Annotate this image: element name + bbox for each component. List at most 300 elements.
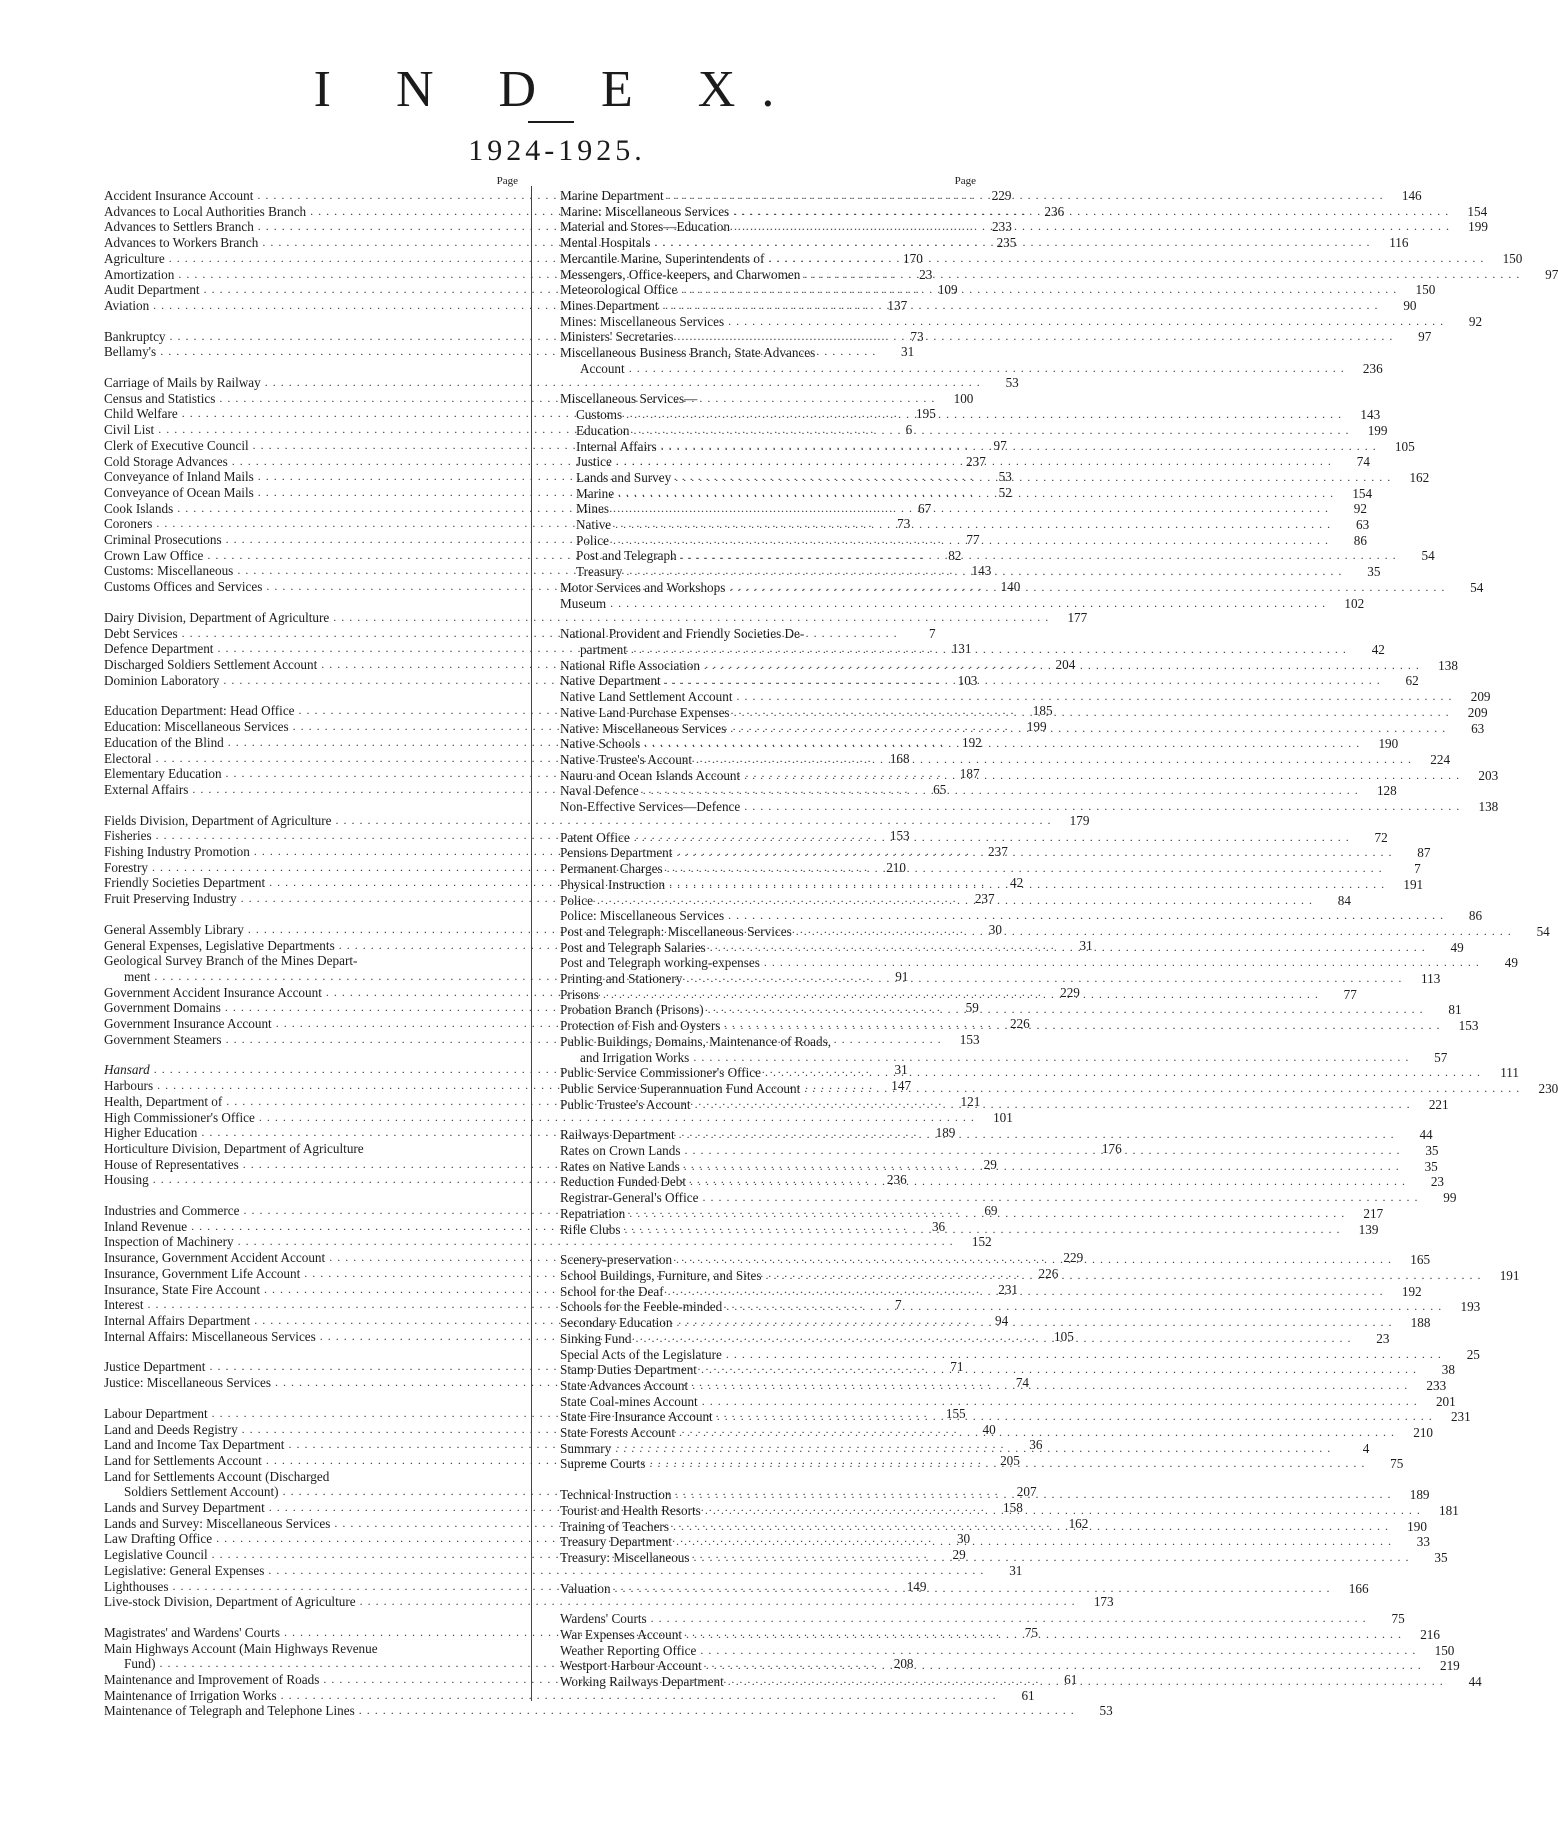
index-entry-page: 137	[887, 297, 908, 313]
index-entry-page: 97	[1545, 266, 1558, 282]
index-entry-page: 176	[1101, 1140, 1122, 1156]
index-entry-name: Public Service Superannuation Fund Account	[560, 1080, 801, 1096]
leader-dots	[796, 921, 1512, 940]
leader-dots	[649, 1456, 1365, 1472]
index-entry-name: Soldiers Settlement Account)	[124, 1484, 279, 1500]
index-entry	[560, 1611, 1405, 1627]
index-entry-name: Rates on Native Lands	[560, 1158, 680, 1174]
index-entry-name: Post and Telegraph: Miscellaneous Services	[560, 923, 792, 939]
leader-dots	[679, 1127, 1395, 1143]
index-entry-page: 100	[953, 390, 974, 406]
index-entry-page: 128	[1376, 783, 1397, 799]
index-entry-name: Government Accident Insurance Account	[104, 984, 322, 1000]
index-entry	[560, 783, 1397, 799]
index-entry-name: Mental Hospitals	[560, 235, 651, 251]
index-entry-name: Mercantile Marine, Superintendents of	[560, 250, 765, 266]
index-entry-page: 179	[1069, 812, 1090, 828]
index-entry	[560, 595, 1365, 612]
index-entry-name: Land for Settlements Account	[104, 1452, 262, 1468]
index-entry-page: 97	[1418, 329, 1432, 345]
index-entry-name: Electoral	[104, 750, 152, 766]
index-entry	[560, 360, 1383, 377]
index-entry-page: 105	[1394, 438, 1415, 454]
index-entry-page: 31	[1009, 1562, 1023, 1578]
index-entry-page: 208	[893, 1656, 914, 1672]
index-entry	[560, 454, 1370, 470]
index-entry-page: 191	[1403, 876, 1424, 892]
index-entry-page: 53	[1099, 1703, 1113, 1719]
index-entry-page: 42	[1371, 641, 1385, 657]
leader-dots	[631, 642, 1347, 658]
index-entry-name: Reduction Funded Debt	[560, 1174, 686, 1190]
index-entry-page: 35	[1424, 1158, 1438, 1174]
index-entry-name: War Expenses Account	[560, 1627, 682, 1643]
index-entry-name: Protection of Fish and Oysters	[560, 1018, 721, 1034]
index-entry-name: Land and Deeds Registry	[104, 1421, 238, 1437]
leader-dots	[693, 1050, 1409, 1066]
index-entry-page: 143	[971, 563, 992, 579]
index-entry-name: Valuation	[560, 1580, 611, 1596]
leader-dots	[677, 329, 1393, 345]
index-entry-page: 49	[1450, 939, 1464, 955]
index-entry	[560, 407, 1381, 423]
index-entry	[560, 548, 1435, 564]
leader-dots	[726, 1347, 1442, 1363]
leader-dots	[613, 501, 1329, 517]
leader-dots	[737, 689, 1453, 705]
leader-dots	[618, 486, 1334, 502]
index-entry-page: 29	[983, 1156, 997, 1172]
index-entry-page: 111	[1500, 1065, 1520, 1081]
index-entry-page: 231	[1450, 1409, 1471, 1425]
index-entry-page: 44	[1419, 1127, 1433, 1143]
index-entry	[104, 1641, 520, 1657]
index-entry-name: Land for Settlements Account (Discharged	[104, 1468, 330, 1484]
index-entry-name: Meteorological Office	[560, 282, 678, 298]
leader-dots	[717, 1409, 1433, 1425]
index-entry-name: Government Steamers	[104, 1031, 222, 1047]
leader-dots	[634, 830, 1350, 846]
index-entry-name: High Commissioner's Office	[104, 1109, 255, 1125]
leader-dots	[668, 1281, 1384, 1300]
index-entry-page: 139	[1358, 1221, 1379, 1237]
index-entry-page: 143	[1360, 407, 1381, 423]
index-entry-name: Accident Insurance Account	[104, 188, 254, 203]
index-entry	[560, 641, 1385, 658]
index-entry-name: Rates on Crown Lands	[560, 1143, 681, 1159]
index-entry-name: Fisheries	[104, 828, 152, 844]
index-entry-page: 35	[1434, 1549, 1448, 1565]
index-entry-page: 154	[1352, 485, 1373, 501]
index-entry-page: 193	[1460, 1299, 1481, 1315]
leader-dots	[629, 1206, 1345, 1222]
index-entry-page: 116	[1389, 235, 1409, 251]
index-entry-name: Pensions Department	[560, 845, 673, 861]
section-gap	[104, 1188, 520, 1203]
index-entry-name: Advances to Local Authorities Branch	[104, 203, 307, 219]
index-entry-page: 101	[993, 1109, 1013, 1125]
leader-dots	[629, 361, 1345, 377]
index-entry-name: School for the Deaf	[560, 1283, 664, 1299]
index-entry-page: 7	[1414, 861, 1421, 877]
index-entry	[560, 422, 1388, 439]
index-entry-page: 146	[1401, 188, 1422, 203]
leader-dots	[651, 1611, 1367, 1627]
leader-dots	[729, 580, 1445, 596]
leader-dots	[635, 1328, 1351, 1347]
leader-dots	[704, 658, 1420, 674]
index-entry-page: 74	[1356, 454, 1370, 470]
index-entry-name: Native Department	[560, 673, 661, 689]
index-entry-name: Police	[560, 892, 593, 908]
index-entry-name: General Expenses, Legislative Departments	[104, 937, 335, 953]
index-entry	[104, 1109, 1013, 1126]
leader-dots	[765, 1265, 1481, 1284]
index-entry-page: 236	[1362, 360, 1383, 376]
index-entry	[104, 1562, 1023, 1579]
leader-dots	[613, 533, 1329, 549]
index-entry-page: 224	[1430, 751, 1451, 767]
index-entry-page: 49	[1504, 955, 1518, 971]
index-entry-page: 31	[901, 344, 915, 360]
index-entry	[560, 1049, 1448, 1066]
leader-dots	[615, 1578, 1331, 1597]
index-entry-page: 113	[1421, 971, 1441, 987]
index-entry-page: 75	[1390, 1456, 1404, 1472]
section-gap	[560, 1566, 978, 1581]
leader-dots	[728, 1674, 1444, 1690]
index-entry	[560, 313, 1483, 330]
index-entry-name: Main Highways Account (Main Highways Revenue	[104, 1640, 378, 1656]
index-entry	[560, 861, 1421, 877]
index-entry	[560, 799, 1499, 815]
index-entry-name: Working Railways Department	[560, 1674, 724, 1690]
index-entry-page: 140	[1000, 579, 1021, 595]
index-entry-name: Ministers' Secretaries	[560, 329, 674, 345]
index-entry-page: 63	[1471, 720, 1485, 736]
index-entry-page: 173	[1093, 1594, 1114, 1610]
index-entry-page: 233	[1426, 1377, 1447, 1393]
index-entry-page: 147	[891, 1078, 912, 1094]
index-entry-name: Stamp Duties Department	[560, 1362, 697, 1378]
index-entry-name: Miscellaneous Business Branch, State Advances	[560, 345, 816, 361]
index-entry-page: 57	[1434, 1049, 1448, 1065]
index-entry	[560, 689, 1491, 705]
index-entry-name: Customs	[576, 407, 623, 423]
index-entry-page: 103	[957, 672, 978, 688]
index-entry-page: 30	[988, 921, 1002, 937]
leader-dots	[654, 235, 1370, 251]
index-entry	[560, 1362, 1455, 1378]
index-entry-name: Child Welfare	[104, 406, 178, 422]
index-entry-page: 86	[1353, 532, 1367, 548]
index-entry	[560, 250, 1523, 267]
leader-dots	[610, 596, 1326, 612]
index-entry-name: Government Insurance Account	[104, 1016, 272, 1032]
leader-dots	[734, 219, 1450, 235]
leader-dots	[676, 1487, 1392, 1503]
index-entry-page: 7	[929, 625, 936, 641]
index-entry-name: Public Service Commissioner's Office	[560, 1065, 762, 1081]
index-entry-name: Police	[576, 532, 609, 548]
index-entry-name: Live-stock Division, Department of Agriculture	[104, 1594, 356, 1610]
index-entry-name: Advances to Workers Branch	[104, 235, 259, 251]
index-entry-name: Rifle Clubs	[560, 1221, 621, 1237]
index-entry-page: 44	[1468, 1674, 1482, 1690]
index-entry	[560, 1549, 1448, 1566]
index-entry-name: General Assembly Library	[104, 921, 244, 937]
index-entry-page: 77	[966, 532, 980, 548]
index-entry-page: 192	[1401, 1283, 1422, 1299]
index-entry-name: Motor Services and Workshops	[560, 579, 726, 595]
index-entry-name: Marine Department	[560, 188, 664, 203]
index-entry-name: Geological Survey Branch of the Mines Depart-	[104, 953, 358, 969]
index-entry-page: 87	[1417, 845, 1431, 861]
index-entry	[560, 1299, 1481, 1315]
index-entry-name: Marine: Miscellaneous Services	[560, 203, 730, 219]
index-entry-name: Cook Islands	[104, 500, 174, 516]
index-entry-name: Railways Department	[560, 1127, 675, 1143]
index-entry-name: Mines: Miscellaneous Services	[560, 313, 725, 329]
index-entry-name: Bankruptcy	[104, 328, 166, 344]
leader-dots	[695, 1097, 1411, 1113]
leader-dots	[679, 1425, 1395, 1441]
index-entry-name: Printing and Stationery	[560, 971, 683, 987]
index-entry-name: Native Schools	[560, 736, 641, 752]
index-entry	[104, 812, 1090, 829]
index-entry-name: Supreme Courts	[560, 1456, 646, 1472]
index-entry-page: 91	[895, 968, 909, 984]
index-entry-name: Education: Miscellaneous Services	[104, 719, 289, 735]
index-entry	[560, 1534, 1430, 1550]
index-entry-name: Post and Telegraph	[576, 548, 677, 564]
index-entry-name: Schools for the Feeble-minded	[560, 1299, 723, 1315]
index-entry-name: House of Representatives	[104, 1156, 239, 1172]
leader-dots	[694, 1550, 1410, 1566]
section-gap	[560, 1112, 978, 1127]
index-entry-page: 54	[1470, 579, 1484, 595]
leader-dots	[726, 1299, 1442, 1315]
index-entry-name: Lands and Survey Department	[104, 1500, 265, 1516]
leader-dots	[686, 1624, 1402, 1643]
index-entry-page: 199	[1367, 422, 1388, 438]
index-entry-page: 216	[1420, 1627, 1440, 1643]
index-entry-page: 73	[897, 516, 911, 532]
index-entry-page: 190	[1407, 1518, 1427, 1534]
index-entry	[560, 297, 1417, 314]
index-entry-name: Aviation	[104, 297, 150, 313]
leader-dots	[281, 1688, 997, 1704]
page-title: I N D E X.	[313, 61, 801, 118]
index-entry-page: 90	[1403, 297, 1417, 313]
leader-dots	[724, 1018, 1440, 1034]
index-entry-name: Higher Education	[104, 1125, 198, 1141]
index-entry	[560, 345, 978, 361]
index-entry-name: Justice Department	[104, 1359, 206, 1375]
index-entry-page: 38	[1441, 1362, 1455, 1378]
index-entry	[560, 517, 1370, 533]
index-entry-page: 74	[1015, 1375, 1030, 1391]
index-entry-page: 168	[889, 750, 910, 766]
leader-dots	[764, 955, 1480, 971]
index-entry-page: 192	[961, 734, 982, 750]
index-entry-name: Public Buildings, Domains, Maintenance of Roads,	[560, 1033, 832, 1049]
index-entry-page: 199	[1026, 719, 1047, 735]
leader-dots	[603, 984, 1319, 1003]
index-entry-name: Audit Department	[104, 282, 200, 298]
index-entry-name: Summary	[560, 1440, 612, 1456]
leader-dots	[681, 282, 1397, 298]
index-entry	[560, 1393, 1456, 1410]
index-entry-page: 86	[1468, 908, 1483, 924]
leader-dots	[768, 251, 1484, 267]
section-gap	[104, 1391, 520, 1406]
index-entry-name: Carriage of Mails by Railway	[104, 375, 261, 391]
index-entry-page: 229	[1063, 1250, 1084, 1266]
index-entry-page: 195	[916, 406, 936, 422]
index-entry-name: Magistrates' and Wardens' Courts	[104, 1624, 280, 1640]
index-entry-name: Scenery-preservation	[560, 1252, 673, 1268]
index-entry-name: Interest	[104, 1297, 144, 1313]
leader-dots	[708, 1002, 1424, 1018]
index-entry-page: 61	[1021, 1687, 1035, 1703]
index-entry	[560, 751, 1451, 768]
index-entry-page: 4	[1362, 1440, 1370, 1456]
index-entry-name: National Rifle Association	[560, 657, 700, 673]
index-entry	[560, 736, 1399, 752]
index-entry	[104, 1687, 1035, 1704]
index-entry-page: 71	[950, 1359, 964, 1375]
index-entry	[560, 1578, 1369, 1597]
index-entry-page: 189	[935, 1125, 956, 1141]
index-entry-page: 236	[886, 1172, 907, 1188]
index-entry-name: Sinking Fund	[560, 1330, 632, 1346]
leader-dots	[626, 564, 1342, 580]
index-entry-name: External Affairs	[104, 781, 189, 797]
index-entry-page: 92	[1468, 313, 1483, 329]
index-entry-name: Insurance, Government Accident Account	[104, 1250, 326, 1266]
index-entry-page: 52	[998, 484, 1012, 500]
leader-dots	[644, 736, 1360, 752]
index-entry	[560, 1031, 980, 1050]
index-entry-page: 219	[1439, 1658, 1460, 1674]
index-entry-name: Education	[576, 422, 630, 438]
index-entry-page: 150	[1434, 1642, 1455, 1658]
leader-dots	[744, 768, 1460, 784]
index-entry-page: 102	[1344, 595, 1365, 611]
index-entry-page: 35	[1425, 1143, 1439, 1159]
index-entry-page: 190	[1378, 736, 1399, 752]
index-entry	[104, 1594, 1114, 1610]
index-entry-page: 209	[1467, 704, 1488, 720]
leader-dots	[701, 1362, 1417, 1378]
index-entry	[560, 1080, 1558, 1097]
index-entry-name: Naval Defence	[560, 783, 639, 799]
index-entry-page: 54	[1421, 548, 1435, 564]
index-entry-name: State Fire Insurance Account	[560, 1409, 713, 1425]
index-entry-page: 84	[1337, 892, 1351, 908]
page-column-header: Page	[496, 175, 518, 187]
leader-dots	[684, 1156, 1400, 1175]
index-entry-page: 153	[1458, 1018, 1479, 1034]
index-entry-page: 217	[1363, 1205, 1384, 1221]
index-entry-page: 162	[1068, 1515, 1089, 1531]
index-entry-page: 31	[1079, 937, 1093, 953]
leader-dots	[765, 1065, 1481, 1081]
index-entry-page: 75	[1391, 1611, 1405, 1627]
index-entry-name: Nauru and Ocean Islands Account	[560, 767, 741, 783]
index-entry-page: 237	[966, 453, 986, 469]
leader-dots	[676, 1534, 1392, 1550]
index-entry-name: Native Trustee's Account	[560, 751, 693, 767]
leader-dots	[661, 439, 1377, 455]
index-entry-name: Census and Statistics	[104, 390, 216, 406]
index-entry-name: Land and Income Tax Department	[104, 1437, 285, 1453]
section-gap	[104, 1610, 520, 1625]
index-entry-page: 162	[1409, 469, 1430, 485]
index-entry-page: 99	[1443, 1190, 1457, 1206]
index-entry-name: Fund)	[124, 1656, 156, 1672]
index-entry	[560, 1096, 1449, 1113]
index-entry-page: 105	[1054, 1328, 1074, 1344]
index-entry-name: Patent Office	[560, 829, 630, 845]
section-gap	[560, 1472, 978, 1487]
index-entry	[104, 953, 520, 969]
index-entry-name: Industries and Commerce	[104, 1203, 240, 1219]
leader-dots	[668, 188, 1384, 204]
index-entry-page: 36	[1029, 1437, 1043, 1453]
index-entry-page: 138	[1478, 799, 1499, 815]
leader-dots	[728, 314, 1444, 330]
leader-dots	[696, 752, 1412, 768]
leader-dots	[616, 454, 1332, 470]
index-entry-page: 82	[948, 547, 962, 563]
leader-dots	[744, 799, 1460, 815]
index-entry-page: 73	[910, 328, 924, 344]
index-entry-page: 54	[1536, 923, 1550, 939]
index-entry	[560, 767, 1499, 784]
leader-dots	[667, 861, 1383, 877]
index-entry-page: 153	[959, 1031, 980, 1047]
index-entry-name: Miscellaneous Services—	[560, 391, 698, 407]
index-entry-name: Dominion Laboratory	[104, 672, 220, 688]
index-entry-name: Elementary Education	[104, 766, 222, 782]
index-entry	[560, 391, 978, 407]
index-entry-name: Treasury: Miscellaneous	[560, 1549, 690, 1565]
index-entry-name: Technical Instruction	[560, 1487, 672, 1503]
index-entry-page: 62	[1405, 673, 1419, 689]
index-entry-name: Legislative: General Expenses	[104, 1562, 265, 1578]
index-entry-page: 204	[1055, 656, 1076, 672]
index-entry	[560, 1065, 1520, 1081]
index-entry-page: 181	[1439, 1502, 1459, 1518]
section-gap	[104, 907, 520, 922]
leader-dots	[673, 1519, 1389, 1535]
index-entry-name: Cold Storage Advances	[104, 453, 228, 469]
index-entry-page: 154	[1467, 203, 1488, 219]
index-entry-name: Hansard	[104, 1062, 150, 1078]
index-entry-name: Account	[580, 360, 625, 376]
leader-dots	[676, 1315, 1392, 1331]
index-entry	[560, 626, 978, 642]
index-entry	[104, 1703, 1113, 1719]
index-entry-name: Clerk of Executive Council	[104, 437, 249, 453]
index-entry-name: Horticulture Division, Department of Agriculture	[104, 1140, 364, 1156]
title-rule	[528, 121, 574, 123]
index-entry	[560, 1174, 1444, 1190]
index-entry-name: Weather Reporting Office	[560, 1642, 697, 1658]
index-entry-page: 75	[1024, 1624, 1038, 1640]
